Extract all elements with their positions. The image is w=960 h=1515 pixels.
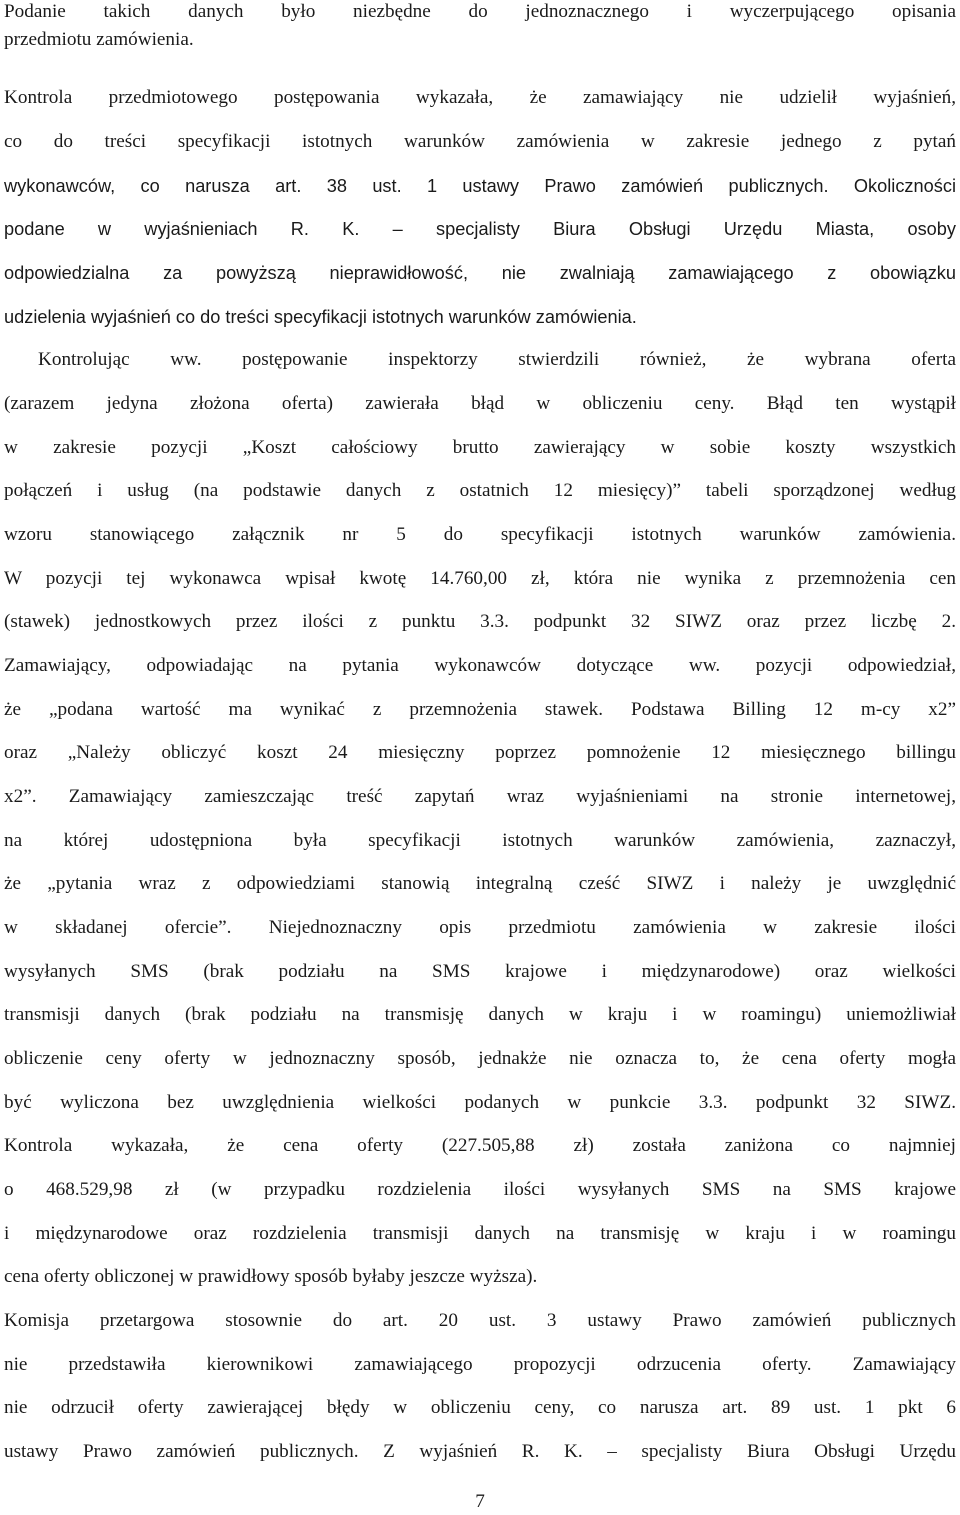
text-line: W pozycji tej wykonawca wpisał kwotę 14.760,00 zł, która nie wynika z przemnożenia cen [4, 568, 956, 589]
text-line: Kontrolując ww. postępowanie inspektorzy stwierdzili również, że wybrana oferta [38, 349, 956, 370]
text-line: wzoru stanowiącego załącznik nr 5 do specyfikacji istotnych warunków zamówienia. [4, 524, 956, 545]
text-line: obliczenie ceny oferty w jednoznaczny sposób, jednakże nie oznacza to, że cena oferty mogła [4, 1048, 956, 1069]
text-line: połączeń i usług (na podstawie danych z ostatnich 12 miesięcy)” tabeli sporządzonej według [4, 480, 956, 501]
text-line: udzielenia wyjaśnień co do treści specyfikacji istotnych warunków zamówienia. [4, 307, 637, 327]
text-line: Kontrola wykazała, że cena oferty (227.505,88 zł) została zaniżona co najmniej [4, 1135, 956, 1156]
text-line: na której udostępniona była specyfikacji istotnych warunków zamówienia, zaznaczył, [4, 830, 956, 851]
text-line: w składanej ofercie”. Niejednoznaczny opis przedmiotu zamówienia w zakresie ilości [4, 917, 956, 938]
text-line: (zarazem jedyna złożona oferta) zawierała błąd w obliczeniu ceny. Błąd ten wystąpił [4, 393, 956, 414]
text-line: i międzynarodowe oraz rozdzielenia transmisji danych na transmisję w kraju i w roamingu [4, 1223, 956, 1244]
text-line: przedmiotu zamówienia. [4, 29, 194, 50]
text-line: o 468.529,98 zł (w przypadku rozdzielenia ilości wysyłanych SMS na SMS krajowe [4, 1179, 956, 1200]
text-line: Komisja przetargowa stosownie do art. 20 ust. 3 ustawy Prawo zamówień publicznych [4, 1310, 956, 1331]
text-line: wykonawców, co narusza art. 38 ust. 1 ustawy Prawo zamówień publicznych. Okoliczności [4, 176, 956, 196]
text-line: x2”. Zamawiający zamieszczając treść zapytań wraz wyjaśnieniami na stronie internetowej, [4, 786, 956, 807]
text-line: być wyliczona bez uwzględnienia wielkości podanych w punkcie 3.3. podpunkt 32 SIWZ. [4, 1092, 956, 1113]
text-line: Zamawiający, odpowiadając na pytania wykonawców dotyczące ww. pozycji odpowiedział, [4, 655, 956, 676]
text-line: co do treści specyfikacji istotnych warunków zamówienia w zakresie jednego z pytań [4, 131, 956, 152]
text-line: ustawy Prawo zamówień publicznych. Z wyjaśnień R. K. – specjalisty Biura Obsługi Urzędu [4, 1441, 956, 1462]
text-line: transmisji danych (brak podziału na transmisję danych w kraju i w roamingu) uniemożliwiał [4, 1004, 956, 1025]
text-line: nie odrzucił oferty zawierającej błędy w obliczeniu ceny, co narusza art. 89 ust. 1 pkt 6 [4, 1397, 956, 1418]
text-line: Podanie takich danych było niezbędne do jednoznacznego i wyczerpującego opisania [4, 1, 956, 22]
text-line: wysyłanych SMS (brak podziału na SMS krajowe i międzynarodowe) oraz wielkości [4, 961, 956, 982]
text-line: Kontrola przedmiotowego postępowania wykazała, że zamawiający nie udzielił wyjaśnień, [4, 87, 956, 108]
text-line: w zakresie pozycji „Koszt całościowy brutto zawierający w sobie koszty wszystkich [4, 437, 956, 458]
text-line: że „podana wartość ma wynikać z przemnożenia stawek. Podstawa Billing 12 m-cy x2” [4, 699, 956, 720]
page-number: 7 [475, 1491, 485, 1512]
text-line: podane w wyjaśnieniach R. K. – specjalisty Biura Obsługi Urzędu Miasta, osoby [4, 219, 956, 239]
text-line: odpowiedzialna za powyższą nieprawidłowość, nie zwalniają zamawiającego z obowiązku [4, 263, 956, 283]
text-line: że „pytania wraz z odpowiedziami stanowią integralną cześć SIWZ i należy je uwzględnić [4, 873, 956, 894]
text-line: cena oferty obliczonej w prawidłowy sposób byłaby jeszcze wyższa). [4, 1266, 538, 1287]
text-line: (stawek) jednostkowych przez ilości z punktu 3.3. podpunkt 32 SIWZ oraz przez liczbę 2. [4, 611, 956, 632]
text-line: nie przedstawiła kierownikowi zamawiającego propozycji odrzucenia oferty. Zamawiający [4, 1354, 956, 1375]
text-line: oraz „Należy obliczyć koszt 24 miesięczny poprzez pomnożenie 12 miesięcznego billingu [4, 742, 956, 763]
